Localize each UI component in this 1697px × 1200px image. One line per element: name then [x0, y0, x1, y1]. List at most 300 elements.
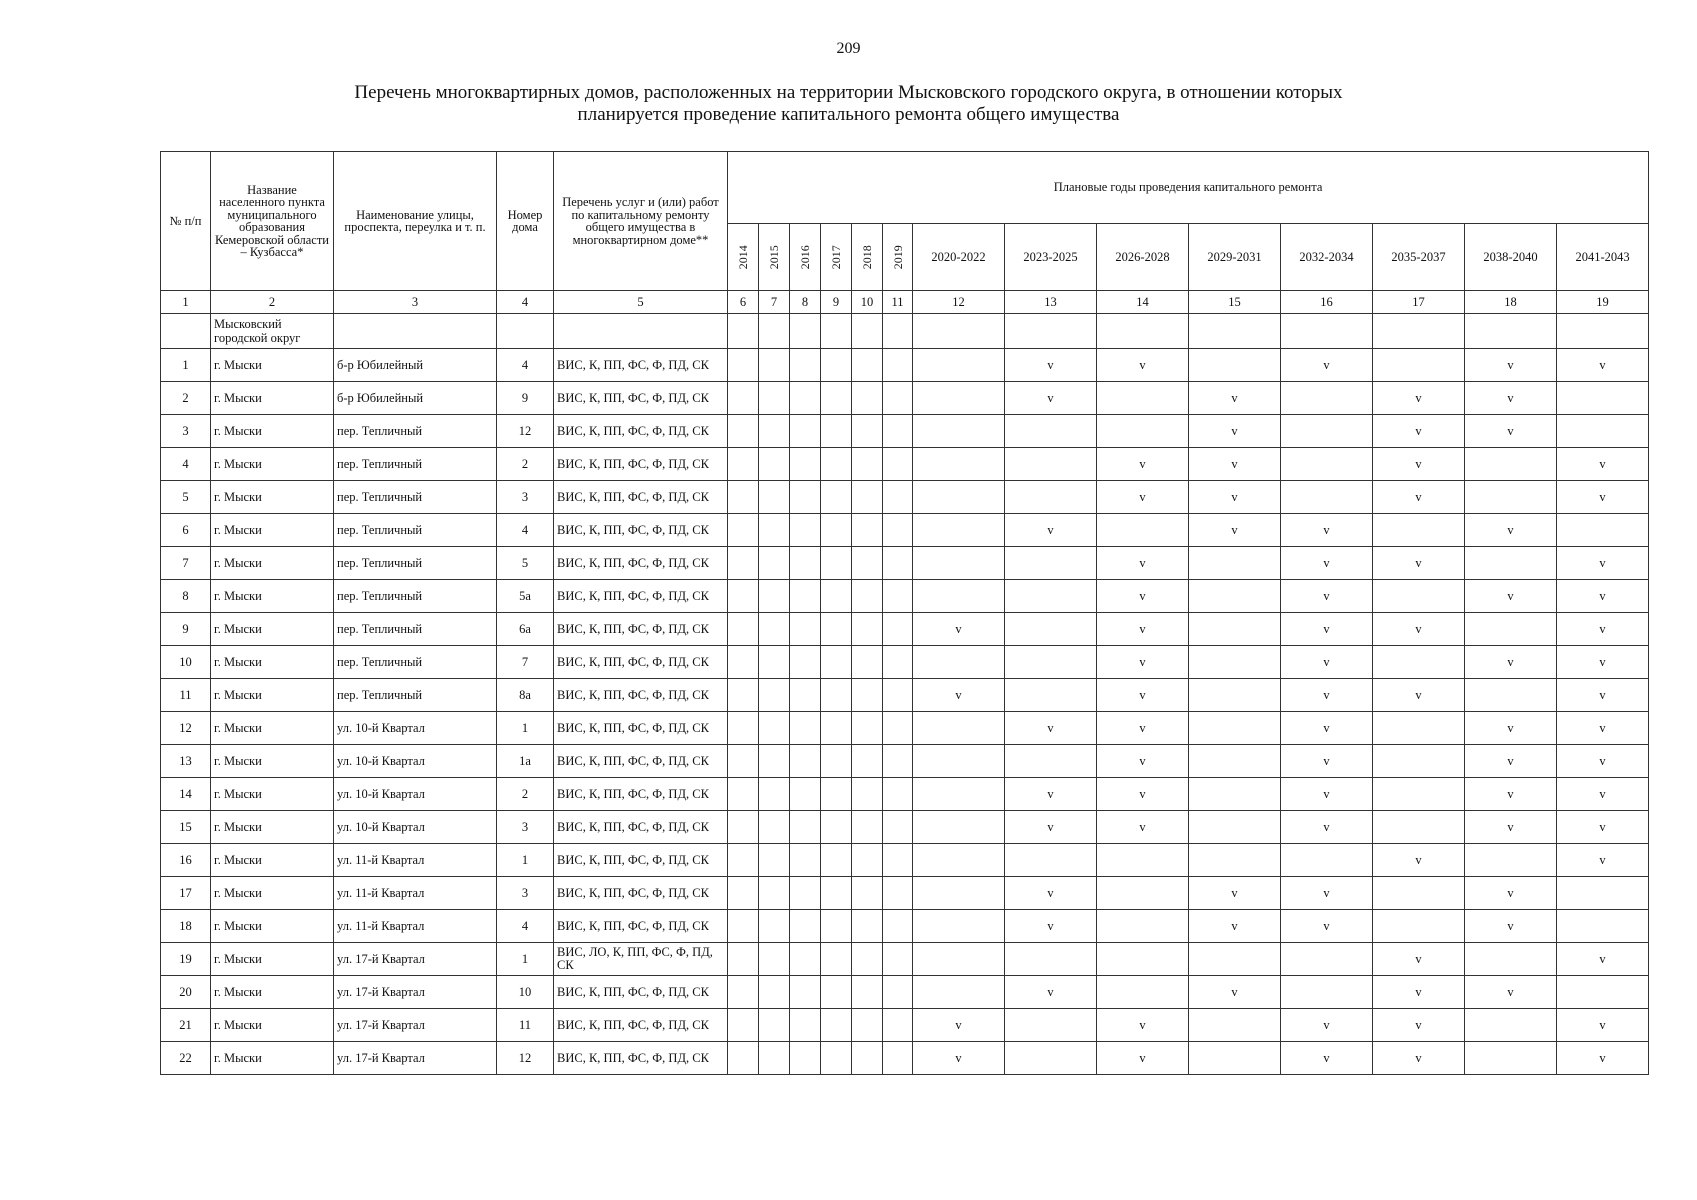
year-cell [821, 646, 852, 679]
planned-mark: v [1373, 1042, 1465, 1075]
planned-mark: v [1005, 382, 1097, 415]
works-cell: ВИС, К, ПП, ФС, Ф, ПД, СК [554, 349, 728, 382]
year-cell [1373, 712, 1465, 745]
year-cell [728, 877, 759, 910]
year-cell [913, 910, 1005, 943]
year-cell [913, 745, 1005, 778]
year-cell [790, 349, 821, 382]
planned-mark: v [1097, 448, 1189, 481]
planned-mark: v [1281, 811, 1373, 844]
year-cell [821, 910, 852, 943]
planned-mark: v [1189, 514, 1281, 547]
planned-mark: v [1557, 481, 1649, 514]
planned-mark: v [1097, 1042, 1189, 1075]
year-cell [913, 481, 1005, 514]
street-cell: ул. 11-й Квартал [334, 877, 497, 910]
year-cell [883, 448, 913, 481]
year-cell [1373, 349, 1465, 382]
year-cell [883, 679, 913, 712]
column-number: 3 [334, 291, 497, 314]
year-cell [883, 646, 913, 679]
planned-mark: v [1097, 580, 1189, 613]
row-number: 21 [161, 1009, 211, 1042]
year-cell [759, 1042, 790, 1075]
house-number-cell: 2 [497, 448, 554, 481]
settlement-cell: г. Мыски [211, 448, 334, 481]
year-cell [1281, 844, 1373, 877]
year-cell [1005, 415, 1097, 448]
works-cell: ВИС, К, ПП, ФС, Ф, ПД, СК [554, 448, 728, 481]
year-cell [1465, 448, 1557, 481]
year-cell [852, 943, 883, 976]
year-cell [759, 646, 790, 679]
year-cell [759, 976, 790, 1009]
year-cell [790, 448, 821, 481]
year-cell [790, 580, 821, 613]
document-title-line-1: Перечень многоквартирных домов, расположенных на территории Мысковского городского округа, в отношении которых [354, 82, 1343, 103]
capital-repair-table [160, 151, 1649, 1075]
header-year: 2018 [852, 223, 883, 291]
planned-mark: v [1373, 547, 1465, 580]
street-cell: пер. Тепличный [334, 514, 497, 547]
planned-mark: v [1189, 448, 1281, 481]
year-cell [883, 745, 913, 778]
house-number-cell: 2 [497, 778, 554, 811]
year-cell [728, 448, 759, 481]
planned-mark: v [1465, 712, 1557, 745]
table-row [161, 1009, 1649, 1042]
page-number: 209 [836, 40, 861, 57]
settlement-cell: г. Мыски [211, 778, 334, 811]
year-cell [1097, 844, 1189, 877]
house-number-cell: 3 [497, 877, 554, 910]
works-cell: ВИС, К, ПП, ФС, Ф, ПД, СК [554, 778, 728, 811]
year-cell [852, 844, 883, 877]
year-cell [883, 910, 913, 943]
year-cell [883, 1042, 913, 1075]
planned-mark: v [1557, 349, 1649, 382]
header-year: 2017 [821, 223, 852, 291]
house-number-cell: 7 [497, 646, 554, 679]
planned-mark: v [1373, 613, 1465, 646]
table-row [161, 679, 1649, 712]
year-cell [852, 415, 883, 448]
table-row [161, 448, 1649, 481]
planned-mark: v [1465, 415, 1557, 448]
settlement-cell: г. Мыски [211, 382, 334, 415]
planned-mark: v [913, 1009, 1005, 1042]
year-cell [883, 811, 913, 844]
planned-mark: v [1189, 910, 1281, 943]
header-house: Номер дома [497, 152, 554, 291]
row-number: 8 [161, 580, 211, 613]
year-cell [728, 580, 759, 613]
header-year-range: 2023-2025 [1005, 223, 1097, 291]
street-cell: ул. 17-й Квартал [334, 976, 497, 1009]
house-number-cell: 1а [497, 745, 554, 778]
planned-mark: v [1097, 811, 1189, 844]
house-number-cell: 11 [497, 1009, 554, 1042]
header-year: 2016 [790, 223, 821, 291]
year-cell [1005, 844, 1097, 877]
planned-mark: v [1005, 877, 1097, 910]
year-cell [852, 712, 883, 745]
year-cell [852, 745, 883, 778]
year-cell [913, 415, 1005, 448]
year-cell [821, 943, 852, 976]
year-cell [1465, 1042, 1557, 1075]
column-number: 8 [790, 291, 821, 314]
column-number: 13 [1005, 291, 1097, 314]
year-cell [1557, 877, 1649, 910]
year-cell [728, 943, 759, 976]
column-number: 1 [161, 291, 211, 314]
street-cell: пер. Тепличный [334, 646, 497, 679]
year-cell [1373, 910, 1465, 943]
row-number: 5 [161, 481, 211, 514]
planned-mark: v [1281, 745, 1373, 778]
year-cell [1189, 745, 1281, 778]
year-cell [790, 1009, 821, 1042]
row-number: 15 [161, 811, 211, 844]
year-cell [821, 613, 852, 646]
house-number-cell: 1 [497, 943, 554, 976]
settlement-cell: г. Мыски [211, 1042, 334, 1075]
row-number: 10 [161, 646, 211, 679]
header-works: Перечень услуг и (или) работ по капитальному ремонту общего имущества в многоквартирном доме** [554, 152, 728, 291]
table-row [161, 712, 1649, 745]
settlement-cell: г. Мыски [211, 712, 334, 745]
row-number: 16 [161, 844, 211, 877]
column-number: 2 [211, 291, 334, 314]
year-cell [1281, 415, 1373, 448]
house-number-cell: 3 [497, 811, 554, 844]
planned-mark: v [1281, 547, 1373, 580]
planned-mark: v [1465, 349, 1557, 382]
year-cell [728, 514, 759, 547]
year-cell [790, 877, 821, 910]
planned-mark: v [1281, 514, 1373, 547]
planned-mark: v [1281, 778, 1373, 811]
year-cell [728, 811, 759, 844]
year-cell [1281, 943, 1373, 976]
row-number: 2 [161, 382, 211, 415]
house-number-cell: 6а [497, 613, 554, 646]
section-row [161, 314, 1649, 349]
planned-mark: v [1097, 1009, 1189, 1042]
planned-mark: v [1465, 910, 1557, 943]
year-cell [821, 976, 852, 1009]
year-cell [728, 415, 759, 448]
table-row [161, 646, 1649, 679]
settlement-cell: г. Мыски [211, 811, 334, 844]
header-year-range: 2035-2037 [1373, 223, 1465, 291]
works-cell: ВИС, К, ПП, ФС, Ф, ПД, СК [554, 1009, 728, 1042]
settlement-cell: г. Мыски [211, 1009, 334, 1042]
house-number-cell: 5а [497, 580, 554, 613]
table-row [161, 382, 1649, 415]
settlement-cell: г. Мыски [211, 646, 334, 679]
row-number: 12 [161, 712, 211, 745]
planned-mark: v [1557, 712, 1649, 745]
year-cell [913, 646, 1005, 679]
works-cell: ВИС, К, ПП, ФС, Ф, ПД, СК [554, 877, 728, 910]
row-number: 14 [161, 778, 211, 811]
planned-mark: v [1373, 448, 1465, 481]
year-cell [1189, 613, 1281, 646]
year-cell [790, 778, 821, 811]
works-cell: ВИС, К, ПП, ФС, Ф, ПД, СК [554, 1042, 728, 1075]
settlement-cell: г. Мыски [211, 613, 334, 646]
works-cell: ВИС, ЛО, К, ПП, ФС, Ф, ПД, СК [554, 943, 728, 976]
settlement-cell: г. Мыски [211, 745, 334, 778]
year-cell [852, 382, 883, 415]
year-cell [728, 712, 759, 745]
year-cell [759, 910, 790, 943]
year-cell [852, 877, 883, 910]
year-cell [728, 976, 759, 1009]
header-year-range: 2038-2040 [1465, 223, 1557, 291]
house-number-cell: 4 [497, 910, 554, 943]
settlement-cell: г. Мыски [211, 580, 334, 613]
year-cell [913, 382, 1005, 415]
year-cell [883, 712, 913, 745]
planned-mark: v [1465, 646, 1557, 679]
table-row [161, 811, 1649, 844]
year-cell [1281, 976, 1373, 1009]
year-cell [1189, 1042, 1281, 1075]
settlement-cell: г. Мыски [211, 910, 334, 943]
house-number-cell: 4 [497, 514, 554, 547]
planned-mark: v [1097, 679, 1189, 712]
year-cell [821, 1042, 852, 1075]
year-cell [759, 613, 790, 646]
planned-mark: v [1005, 976, 1097, 1009]
year-cell [790, 745, 821, 778]
column-number: 10 [852, 291, 883, 314]
planned-mark: v [1373, 976, 1465, 1009]
year-cell [821, 349, 852, 382]
year-cell [883, 349, 913, 382]
year-cell [852, 679, 883, 712]
year-cell [821, 415, 852, 448]
year-cell [1189, 646, 1281, 679]
street-cell: ул. 17-й Квартал [334, 1042, 497, 1075]
year-cell [821, 580, 852, 613]
year-cell [759, 778, 790, 811]
street-cell: пер. Тепличный [334, 580, 497, 613]
row-number: 22 [161, 1042, 211, 1075]
column-number-row [161, 291, 1649, 314]
house-number-cell: 5 [497, 547, 554, 580]
year-cell [1373, 877, 1465, 910]
year-cell [852, 976, 883, 1009]
table-row [161, 943, 1649, 976]
year-cell [883, 382, 913, 415]
year-cell [1557, 382, 1649, 415]
year-cell [913, 514, 1005, 547]
street-cell: пер. Тепличный [334, 679, 497, 712]
year-cell [1005, 481, 1097, 514]
year-cell [852, 1042, 883, 1075]
document-title [300, 82, 1397, 126]
street-cell: ул. 10-й Квартал [334, 778, 497, 811]
street-cell: пер. Тепличный [334, 415, 497, 448]
year-cell [1189, 547, 1281, 580]
year-cell [728, 547, 759, 580]
year-cell [852, 547, 883, 580]
table-row [161, 514, 1649, 547]
year-cell [759, 547, 790, 580]
planned-mark: v [1557, 613, 1649, 646]
year-cell [1189, 943, 1281, 976]
header-year-range: 2041-2043 [1557, 223, 1649, 291]
planned-mark: v [1281, 613, 1373, 646]
works-cell: ВИС, К, ПП, ФС, Ф, ПД, СК [554, 514, 728, 547]
planned-mark: v [1189, 415, 1281, 448]
year-cell [759, 811, 790, 844]
planned-mark: v [1097, 745, 1189, 778]
works-cell: ВИС, К, ПП, ФС, Ф, ПД, СК [554, 415, 728, 448]
planned-mark: v [1281, 910, 1373, 943]
year-cell [759, 943, 790, 976]
year-cell [759, 745, 790, 778]
row-number: 7 [161, 547, 211, 580]
settlement-cell: г. Мыски [211, 415, 334, 448]
year-cell [759, 481, 790, 514]
year-cell [790, 976, 821, 1009]
year-cell [1465, 679, 1557, 712]
planned-mark: v [1097, 778, 1189, 811]
year-cell [883, 976, 913, 1009]
header-year: 2019 [883, 223, 913, 291]
year-cell [728, 613, 759, 646]
year-cell [728, 646, 759, 679]
table-row [161, 877, 1649, 910]
table-row [161, 415, 1649, 448]
year-cell [728, 910, 759, 943]
year-cell [759, 1009, 790, 1042]
planned-mark: v [1097, 349, 1189, 382]
table-row [161, 481, 1649, 514]
header-year-range: 2029-2031 [1189, 223, 1281, 291]
year-cell [883, 943, 913, 976]
year-cell [1097, 877, 1189, 910]
year-cell [1465, 481, 1557, 514]
planned-mark: v [1465, 580, 1557, 613]
year-cell [821, 514, 852, 547]
planned-mark: v [1281, 580, 1373, 613]
street-cell: пер. Тепличный [334, 547, 497, 580]
year-cell [852, 448, 883, 481]
planned-mark: v [1557, 943, 1649, 976]
works-cell: ВИС, К, ПП, ФС, Ф, ПД, СК [554, 613, 728, 646]
year-cell [821, 778, 852, 811]
year-cell [728, 1009, 759, 1042]
column-number: 5 [554, 291, 728, 314]
header-street: Наименование улицы, проспекта, переулка и т. п. [334, 152, 497, 291]
year-cell [1557, 976, 1649, 1009]
column-number: 12 [913, 291, 1005, 314]
planned-mark: v [1373, 481, 1465, 514]
house-number-cell: 8а [497, 679, 554, 712]
year-cell [1189, 811, 1281, 844]
year-cell [852, 613, 883, 646]
year-cell [1005, 580, 1097, 613]
row-number: 9 [161, 613, 211, 646]
year-cell [1005, 547, 1097, 580]
house-number-cell: 10 [497, 976, 554, 1009]
header-no: № п/п [161, 152, 211, 291]
year-cell [790, 910, 821, 943]
year-cell [852, 349, 883, 382]
planned-mark: v [1281, 877, 1373, 910]
planned-mark: v [1373, 1009, 1465, 1042]
row-number: 17 [161, 877, 211, 910]
table-row [161, 745, 1649, 778]
year-cell [821, 679, 852, 712]
planned-mark: v [1557, 547, 1649, 580]
planned-mark: v [1373, 844, 1465, 877]
house-number-cell: 3 [497, 481, 554, 514]
planned-mark: v [1465, 811, 1557, 844]
works-cell: ВИС, К, ПП, ФС, Ф, ПД, СК [554, 580, 728, 613]
table-row [161, 844, 1649, 877]
planned-mark: v [1097, 646, 1189, 679]
settlement-cell: г. Мыски [211, 877, 334, 910]
year-cell [1005, 646, 1097, 679]
year-cell [759, 844, 790, 877]
table-row [161, 349, 1649, 382]
year-cell [913, 448, 1005, 481]
year-cell [913, 349, 1005, 382]
header-years-group: Плановые годы проведения капитального ремонта [728, 152, 1649, 224]
year-cell [1281, 448, 1373, 481]
planned-mark: v [1005, 811, 1097, 844]
year-cell [913, 844, 1005, 877]
planned-mark: v [1005, 349, 1097, 382]
year-cell [883, 547, 913, 580]
year-cell [728, 349, 759, 382]
year-cell [852, 811, 883, 844]
header-year-range: 2020-2022 [913, 223, 1005, 291]
year-cell [790, 382, 821, 415]
planned-mark: v [1097, 547, 1189, 580]
row-number: 11 [161, 679, 211, 712]
planned-mark: v [1557, 646, 1649, 679]
row-number: 20 [161, 976, 211, 1009]
year-cell [728, 745, 759, 778]
year-cell [759, 679, 790, 712]
table-row [161, 613, 1649, 646]
year-cell [790, 943, 821, 976]
works-cell: ВИС, К, ПП, ФС, Ф, ПД, СК [554, 910, 728, 943]
year-cell [913, 976, 1005, 1009]
column-number: 17 [1373, 291, 1465, 314]
year-cell [1005, 1042, 1097, 1075]
works-cell: ВИС, К, ПП, ФС, Ф, ПД, СК [554, 976, 728, 1009]
planned-mark: v [1005, 910, 1097, 943]
works-cell: ВИС, К, ПП, ФС, Ф, ПД, СК [554, 646, 728, 679]
year-cell [1373, 778, 1465, 811]
table-row [161, 580, 1649, 613]
street-cell: пер. Тепличный [334, 481, 497, 514]
year-cell [1373, 646, 1465, 679]
settlement-cell: г. Мыски [211, 547, 334, 580]
planned-mark: v [1465, 514, 1557, 547]
table-row [161, 976, 1649, 1009]
year-cell [913, 580, 1005, 613]
